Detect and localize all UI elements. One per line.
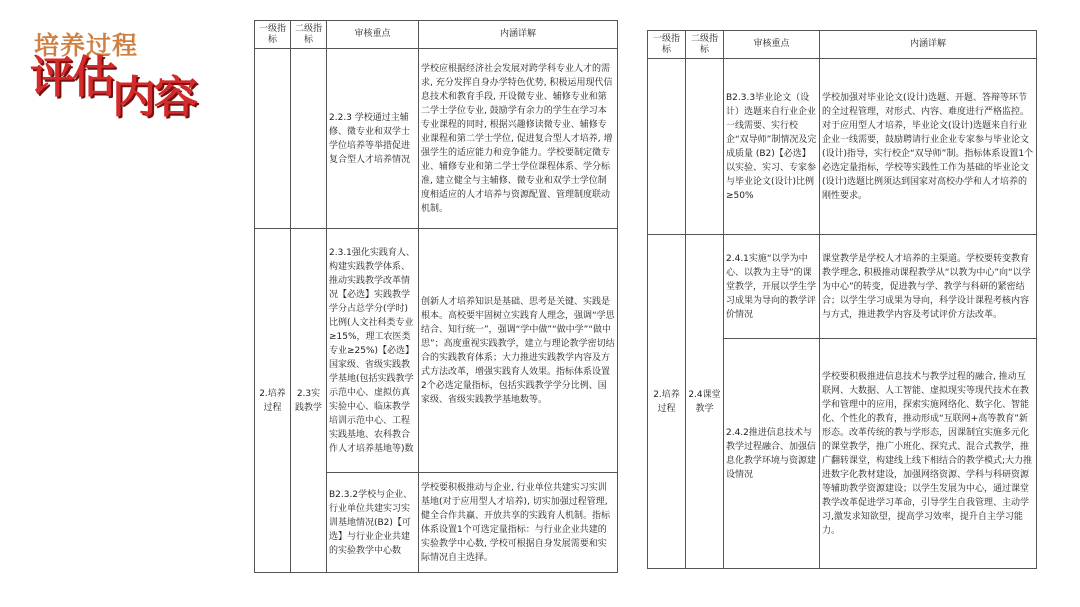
right-table-image: [647, 30, 1037, 568]
cell-focus: 2.3.1强化实践育人、构建实践教学体系、推动实践教学改革情况【必选】实践教学学分占总学分(学时)比例(人文社科类专业≥15%，理工农医类专业≥25%)【必选】国家级、省级实践教学基地(包括实践教学示范中心、虚拟仿真实验中心、临床教学培训示范中心、工程实践基地、农科教合作人才培养基地等)数: [327, 229, 419, 473]
header-detail: 内涵详解: [820, 31, 1037, 59]
table-header-row: [255, 21, 618, 49]
table-row: [648, 235, 1037, 339]
right-assessment-table: [647, 30, 1037, 569]
slide-subtitle: 培养过程: [34, 31, 139, 60]
slide-title-part1: 评估: [30, 52, 114, 103]
cell-focus: 2.2.3 学校通过主辅修、微专业和双学士学位培养等举措促进复合型人才培养情况: [327, 49, 419, 229]
cell-detail: 学校要积极推动与企业, 行业单位共建实习实训基地(对于应用型人才培养), 切实加强过程管理, 健全合作共赢、开放共享的实践育人机制。指标体系设置1个可选定量指标：与行业企业共建的实验教学中心数, 学校可根据自身发展需要和实际情况自主选择。: [419, 473, 618, 573]
cell-focus: 2.4.2推进信息技术与教学过程融合、加强信息化教学环境与资源建设情况: [724, 339, 820, 569]
cell-focus: B2.3.3毕业论文（设计）选题来自行业企业一线需要、实行校企“双导师”制情况及完成质量 (B2)【必选】以实验、实习、专家参与毕业论文(设计)比例≥50%: [724, 59, 820, 235]
slide-title-part2: 内容: [112, 72, 196, 123]
cell-focus: B2.3.2学校与企业、行业单位共建实习实训基地情况(B2)【可选】与行业企业共建的实验教学中心数: [327, 473, 419, 573]
cell-detail: 创新人才培养知识是基础、思考是关键、实践是根本。高校要牢固树立实践育人理念，强调“学思结合、知行统一”，强调“学中做”“做中学”“做中思”；高度重视实践教学，建立与理论教学密切结合的实践教育体系；大力推进实践教学内容及方式方法改革，增强实践育人效果。指标体系设置2个必选定量指标，包括实践教学学分比例、国家级、省级实践教学基地数等。: [419, 229, 618, 473]
left-assessment-table: [254, 20, 618, 573]
cell-level2: 2.4课堂教学: [686, 235, 724, 569]
header-detail: 内涵详解: [419, 21, 618, 49]
header-level2: 二级指标: [291, 21, 327, 49]
header-level2: 二级指标: [686, 31, 724, 59]
cell-empty: [291, 49, 327, 229]
table-header-row: [648, 31, 1037, 59]
cell-detail: 学校加强对毕业论文(设计)选题、开题、答辩等环节的全过程管理，对形式、内容、难度进行严格监控。对于应用型人才培养，毕业论文(设计)选题来自行业企业一线需要，鼓励聘请行业企业专家参与毕业论文(设计)指导，实行校企“双导师”制。指标体系设置1个必选定量指标，学校等实践性工作为基础的毕业论文(设计)选题比例须达到国家对高校办学和人才培养的刚性要求。: [820, 59, 1037, 235]
cell-detail: 学校应根据经济社会发展对跨学科专业人才的需求, 充分发挥自身办学特色优势, 积极运用现代信息技术和教育手段, 开设微专业、辅修专业和第二学士学位专业, 鼓励学有余力的学生在学习本专业课程的同时, 根据兴趣修读微专业、辅修专业课程和第二学士学位, 促进复合型人才培养, 增强学生的适应能力和竞争能力。学校要制定微专业、辅修专业和第二学士学位课程体系、学分标准, 建立健全与主辅修、微专业和双学士学位制度相适应的人才培养与资源配置、管理制度联动机制。: [419, 49, 618, 229]
header-focus: 审核重点: [327, 21, 419, 49]
cell-empty: [648, 59, 686, 235]
cell-level2: 2.3实践教学: [291, 229, 327, 573]
cell-level1: 2.培养过程: [255, 229, 291, 573]
cell-empty: [255, 49, 291, 229]
cell-level1: 2.培养过程: [648, 235, 686, 569]
header-level1: 一级指标: [648, 31, 686, 59]
header-focus: 审核重点: [724, 31, 820, 59]
left-table-image: [254, 20, 618, 572]
table-row: [255, 49, 618, 229]
cell-empty: [686, 59, 724, 235]
header-level1: 一级指标: [255, 21, 291, 49]
slide-title-block: [30, 22, 240, 132]
cell-detail: 课堂教学是学校人才培养的主渠道。学校要转变教育教学理念, 积极推动课程教学从“以教为中心”向“以学为中心”的转变，促进教与学、教学与科研的紧密结合；以学生学习成果为导向，科学设计课程考核内容与方式，推进教学内容及考试评价方法改革。: [820, 235, 1037, 339]
cell-focus: 2.4.1实施“以学为中心、以教为主导”的课堂教学，开展以学生学习成果为导向的教学评价情况: [724, 235, 820, 339]
table-row: [255, 229, 618, 473]
table-row: [648, 59, 1037, 235]
cell-detail: 学校要积极推进信息技术与教学过程的融合, 推动互联网、大数据、人工智能、虚拟现实等现代技术在教学和管理中的应用，探索实施网络化、数字化、智能化、个性化的教育，推动形成“互联网+高等教育”新形态。改革传统的教与学形态，因课制宜实施多元化的课堂教学，推广小班化、探究式、混合式教学，推广翻转课堂，构建线上线下相结合的教学模式;大力推进数字化教材建设，加强网络资源、学科与科研资源等辅助教学资源建设；以学生发展为中心，通过课堂教学改革促进学习革命，引导学生自我管理、主动学习,激发求知欲望，提高学习效率，提升自主学习能力。: [820, 339, 1037, 569]
